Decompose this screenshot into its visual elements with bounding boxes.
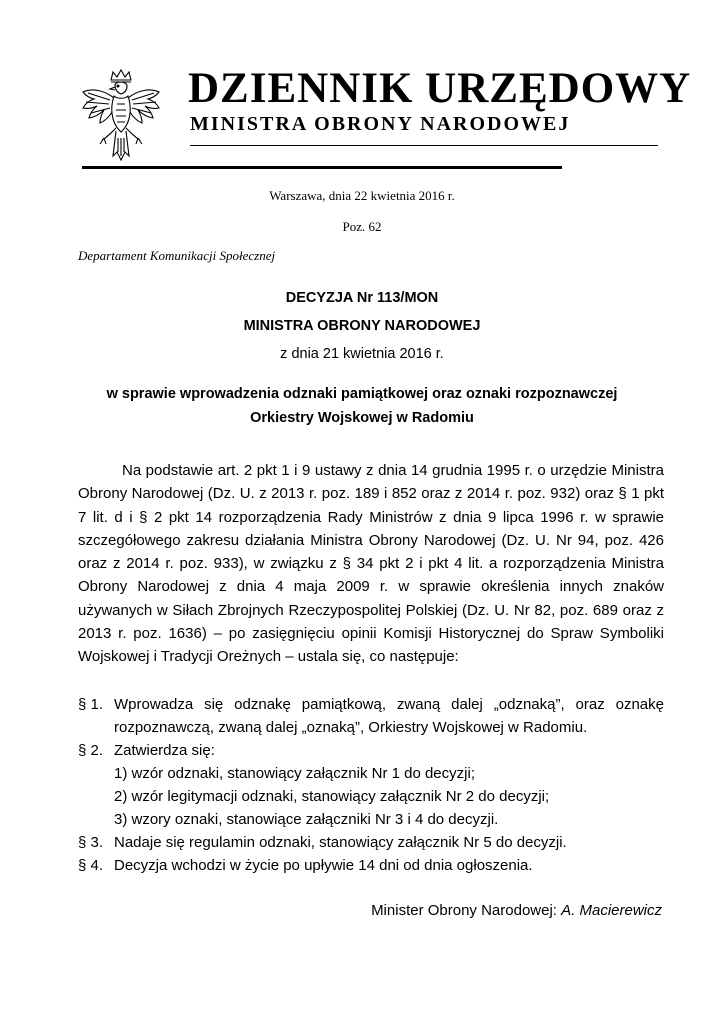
approval-item: 3) wzory oznaki, stanowiące załączniki Nr 3 i 4 do decyzji.: [114, 811, 499, 828]
paragraph-4: [78, 854, 664, 877]
approval-item: 1) wzór odznaki, stanowiący załącznik Nr 1 do decyzji;: [114, 765, 475, 782]
paragraph-number: § 4.: [78, 857, 104, 874]
signature-name: A. Macierewicz: [561, 902, 662, 919]
approval-item: 2) wzór legitymacji odznaki, stanowiący załącznik Nr 2 do decyzji;: [114, 788, 550, 805]
place-and-date: Warszawa, dnia 22 kwietnia 2016 r.: [269, 188, 455, 203]
paragraph-text: Nadaje się regulamin odznaki, stanowiący załącznik Nr 5 do decyzji.: [114, 834, 567, 851]
paragraph-1: [78, 693, 664, 740]
masthead-divider-thin: [190, 145, 658, 146]
paragraph-2: [78, 739, 664, 762]
masthead-divider-thick: [82, 166, 562, 169]
decision-issuer: MINISTRA OBRONY NARODOWEJ: [243, 318, 481, 334]
journal-subtitle: MINISTRA OBRONY NARODOWEJ: [190, 113, 571, 135]
decision-subject-line-1: w sprawie wprowadzenia odznaki pamiątkowej oraz oznaki rozpoznawczej: [106, 386, 618, 402]
decision-number: DECYZJA Nr 113/MON: [285, 290, 439, 306]
polish-eagle-emblem-icon: [80, 68, 162, 166]
journal-title: DZIENNIK URZĘDOWY: [188, 65, 692, 112]
signature-role: Minister Obrony Narodowej:: [371, 902, 557, 919]
paragraph-number: § 3.: [78, 834, 104, 851]
paragraph-number: § 2.: [78, 742, 104, 759]
paragraph-number: § 1.: [78, 696, 104, 713]
paragraph-text: Wprowadza się odznakę pamiątkową, zwaną dalej „odznaką”, oraz oznakę rozpoznawczą, zwaną dalej „oznaką”, Orkiestry Wojskowej w Radomiu.: [114, 696, 664, 737]
paragraph-text: Decyzja wchodzi w życie po upływie 14 dni od dnia ogłoszenia.: [114, 857, 533, 874]
position-number: Poz. 62: [342, 219, 382, 234]
decision-subject-line-2: Orkiestry Wojskowej w Radomiu: [250, 410, 474, 426]
issuing-department: Departament Komunikacji Społecznej: [78, 248, 276, 263]
signature: [371, 902, 662, 919]
decision-date: z dnia 21 kwietnia 2016 r.: [280, 346, 444, 362]
legal-basis-preamble: Na podstawie art. 2 pkt 1 i 9 ustawy z dnia 14 grudnia 1995 r. o urzędzie Ministra Obrony Narodowej (Dz. U. z 2013 r. poz. 189 i 852 oraz z 2014 r. poz. 932) oraz § 1 pkt 7 lit. d i § 2 pkt 14 rozporządzenia Rady Ministrów z dnia 9 lipca 1996 r. w sprawie szczegółowego zakresu działania Ministra Obrony Narodowej (Dz. U. Nr 94, poz. 426 oraz z 2014 r. poz. 933), w związku z § 34 pkt 2 i pkt 4 lit. a rozporządzenia Ministra Obrony Narodowej z dnia 4 maja 2009 r. w sprawie określenia innych znaków używanych w Siłach Zbrojnych Rzeczypospolitej Polskiej (Dz. U. Nr 82, poz. 689 oraz z 2013 r. poz. 1636) – po zasięgnięciu opinii Komisji Historycznej do Spraw Symboliki Wojskowej i Tradycji Oreżnych – ustala się, co następuje:: [78, 462, 664, 666]
paragraph-text: Zatwierdza się:: [114, 742, 215, 759]
paragraph-3: [78, 831, 664, 854]
